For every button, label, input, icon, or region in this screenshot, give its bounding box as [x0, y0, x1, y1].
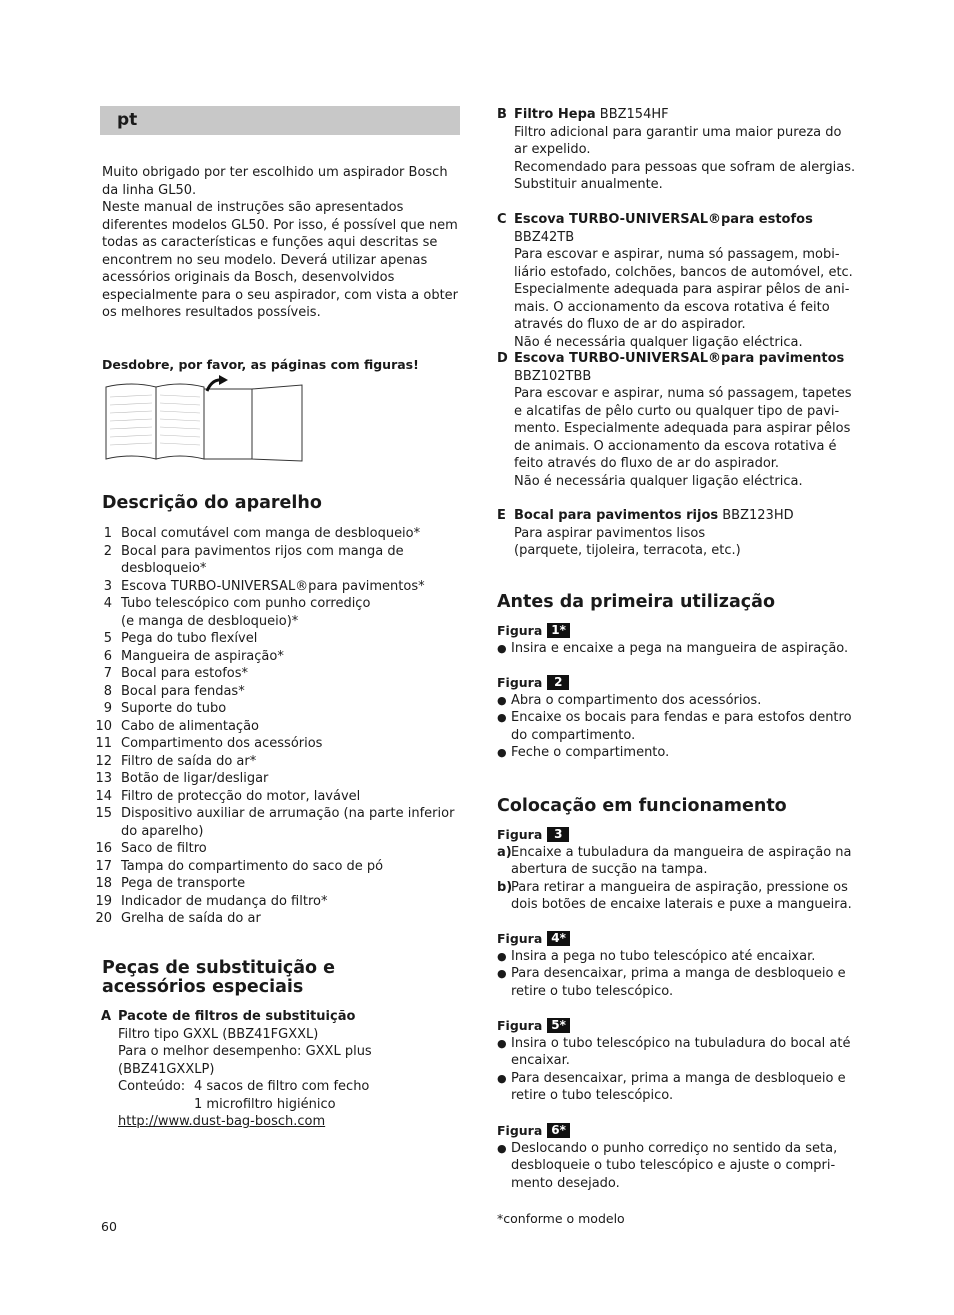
list-item: ● Abra o compartimento dos acessórios.: [497, 692, 762, 708]
list-item: ● Feche o compartimento.: [497, 745, 670, 760]
accessory-code: BBZ154HF: [595, 107, 669, 122]
item-text: Compartimento dos acessórios: [121, 736, 323, 751]
accessory-d: [497, 350, 857, 490]
bullet-icon: ●: [497, 1071, 507, 1085]
accessory-text: Para escovar e aspirar, numa só passagem, mobi- liário estofado, colchões, bancos de automóvel, etc. Especialmente adequada para aspirar pêlos de ani- mais. O accionamento da escova rotativa é feito através do fluxo de ar do aspirador. Não é necessária qualquer ligação eléctrica.: [514, 247, 853, 350]
description-item: [92, 718, 462, 736]
accessory-title: Escova TURBO-UNIVERSAL®para estofos: [514, 212, 813, 227]
footnote: *conforme o modelo: [497, 1211, 625, 1226]
accessory-text: Para aspirar pavimentos lisos (parquete, tijoleira, terracota, etc.): [514, 525, 741, 558]
accessory-letter: C: [497, 212, 507, 227]
item-number: 16: [95, 841, 112, 856]
item-text: Cabo de alimentação: [121, 718, 259, 734]
description-item: [92, 788, 462, 806]
bullet-icon: ●: [497, 967, 507, 980]
figure-number-badge: 6*: [547, 1123, 570, 1138]
bullet-icon: ●: [497, 641, 507, 655]
foldout-pages-illustration: [104, 375, 309, 463]
list-item: ● Para desencaixar, prima a manga de desbloqueio e retire o tubo telescópico.: [497, 966, 846, 999]
bullet-icon: ●: [497, 1036, 507, 1050]
list-item: ● Encaixe os bocais para fendas e para estofos dentro do compartimento.: [497, 710, 852, 743]
figure-number-badge: 4*: [547, 931, 570, 946]
contents-item: 1 microfiltro higiénico: [194, 1096, 336, 1112]
item-number: 17: [95, 858, 112, 874]
item-number: 1: [103, 526, 112, 541]
item-text: Tubo telescópico com punho corrediço (e manga de desbloqueio)*: [121, 596, 371, 629]
accessory-e: [497, 507, 857, 560]
figure-label: Figura: [497, 623, 543, 638]
description-item: [92, 648, 462, 666]
accessory-code: BBZ123HD: [718, 508, 794, 523]
list-item: ● Para desencaixar, prima a manga de desbloqueio e retire o tubo telescópico.: [497, 1070, 846, 1103]
description-item: [92, 630, 462, 648]
accessory-code: BBZ42TB: [514, 229, 575, 245]
item-number: 9: [103, 701, 112, 716]
description-item: [92, 683, 462, 701]
figure-6-block: [497, 1122, 857, 1192]
accessory-letter: D: [497, 351, 508, 366]
description-item: [92, 753, 462, 771]
description-item: [92, 910, 462, 928]
item-text: Bocal para estofos*: [121, 666, 249, 681]
parts-heading: Peças de substituição e acessórios especiais: [102, 958, 336, 997]
figure-label: Figura: [497, 1123, 543, 1138]
dust-bag-link[interactable]: http://www.dust-bag-bosch.com: [118, 1114, 326, 1129]
language-bar: [100, 106, 460, 135]
item-text: Bocal para pavimentos rijos com manga de desbloqueio*: [121, 543, 404, 576]
item-text: Escova TURBO-UNIVERSAL®para pavimentos*: [121, 578, 425, 594]
accessory-letter: A: [101, 1009, 112, 1024]
item-text: Bocal comutável com manga de desbloqueio*: [121, 526, 421, 541]
item-number: 15: [95, 806, 112, 821]
contents-label: Conteúdo:: [118, 1079, 186, 1094]
accessory-title: Escova TURBO-UNIVERSAL®para pavimentos: [514, 351, 845, 366]
item-number: 2: [103, 543, 112, 559]
figure-number-badge: 5*: [547, 1018, 570, 1033]
step-a: a) Encaixe a tubuladura da mangueira de aspiração na abertura de sucção na tampa.: [497, 844, 852, 877]
item-number: 13: [95, 771, 112, 786]
item-number: 18: [95, 876, 112, 891]
accessory-a: [101, 1008, 461, 1131]
accessory-title: Bocal para pavimentos rijos: [514, 508, 719, 523]
intro-text: Muito obrigado por ter escolhido um aspirador Bosch da linha GL50. Neste manual de instruções são apresentados diferentes modelos GL50. Por isso, é possível que nem todas as características e funções aqui descritas se encontrem no seu modelo. Deverá utilizar apenas acessórios originais da Bosch, desenvolvidos especialmente para o seu aspirador, com vista a obter os melhores resultados possíveis.: [102, 165, 459, 320]
accessory-b: [497, 106, 857, 194]
item-number: 4: [103, 596, 112, 611]
item-text: Pega do tubo flexível: [121, 631, 258, 646]
figure-number-badge: 1*: [547, 623, 570, 638]
language-label: pt: [117, 110, 138, 130]
description-item: [92, 595, 462, 630]
description-item: [92, 578, 462, 596]
item-number: 8: [103, 683, 112, 699]
figure-label: Figura: [497, 675, 543, 690]
description-item: [92, 840, 462, 858]
accessory-title: Pacote de filtros de substituição: [118, 1009, 356, 1024]
contents-item: 4 sacos de filtro com fecho: [194, 1079, 370, 1094]
list-item: ● Insira o tubo telescópico na tubuladura do bocal até encaixar.: [497, 1035, 851, 1068]
item-text: Mangueira de aspiração*: [121, 648, 284, 664]
description-item: [92, 805, 462, 840]
accessory-letter: E: [497, 508, 506, 523]
figure-label: Figura: [497, 827, 543, 842]
item-number: 5: [103, 631, 112, 646]
accessory-c: [497, 211, 857, 351]
item-number: 12: [95, 753, 112, 769]
description-item: [92, 893, 462, 911]
item-text: Suporte do tubo: [121, 701, 227, 716]
item-text: Pega de transporte: [121, 876, 246, 891]
item-text: Grelha de saída do ar: [121, 911, 261, 926]
bullet-icon: ●: [497, 693, 507, 707]
item-text: Indicador de mudança do filtro*: [121, 893, 328, 909]
accessory-letter: B: [497, 107, 507, 122]
description-item: [92, 525, 462, 543]
item-text: Botão de ligar/desligar: [121, 771, 269, 786]
description-item: [92, 875, 462, 893]
description-item: [92, 858, 462, 876]
figure-label: Figura: [497, 1018, 543, 1033]
accessory-text: Para escovar e aspirar, numa só passagem, tapetes e alcatifas de pêlo curto ou qualquer tipo de pavi- mento. Especialmente adequada para aspirar pêlos de animais. O accionamento da escova rotativa é feito através do fluxo de ar do aspirador. Não é necessária qualquer ligação eléctrica.: [514, 386, 852, 489]
figure-1-block: [497, 622, 857, 657]
description-item: [92, 543, 462, 578]
accessory-code: BBZ102TBB: [514, 368, 592, 384]
figure-number-badge: 3: [547, 827, 569, 842]
item-number: 20: [95, 911, 112, 926]
description-item: [92, 770, 462, 788]
description-item: [92, 700, 462, 718]
figure-5-block: [497, 1017, 857, 1105]
item-number: 7: [103, 666, 112, 681]
accessory-title: Filtro Hepa: [514, 107, 596, 122]
before-first-use-heading: Antes da primeira utilização: [497, 592, 775, 612]
item-number: 10: [95, 718, 112, 734]
description-item: [92, 735, 462, 753]
list-item: ● Insira e encaixe a pega na mangueira de aspiração.: [497, 640, 849, 656]
operation-heading: Colocação em funcionamento: [497, 796, 787, 816]
item-text: Saco de filtro: [121, 841, 207, 856]
item-text: Tampa do compartimento do saco de pó: [121, 858, 384, 874]
item-number: 11: [95, 736, 112, 751]
item-number: 19: [95, 893, 112, 909]
bullet-icon: ●: [497, 711, 507, 724]
item-text: Filtro de saída do ar*: [121, 753, 257, 769]
unfold-note: Desdobre, por favor, as páginas com figuras!: [102, 357, 419, 372]
figure-label: Figura: [497, 931, 543, 946]
figure-2-block: [497, 674, 857, 762]
figure-number-badge: 2: [547, 675, 569, 690]
page-number: 60: [101, 1219, 117, 1234]
list-item: ● Insira a pega no tubo telescópico até encaixar.: [497, 948, 816, 964]
bullet-icon: ●: [497, 1141, 507, 1155]
item-text: Dispositivo auxiliar de arrumação (na parte inferior do aparelho): [121, 806, 455, 839]
item-number: 3: [103, 578, 112, 594]
accessory-text: Filtro adicional para garantir uma maior pureza do ar expelido. Recomendado para pessoas que sofram de alergias. Substituir anualmente.: [514, 124, 856, 192]
item-number: 14: [95, 788, 112, 804]
accessory-text: Filtro tipo GXXL (BBZ41FGXXL) Para o melhor desempenho: GXXL plus (BBZ41GXXLP): [118, 1026, 372, 1077]
step-b: b) Para retirar a mangueira de aspiração, pressione os dois botões de encaixe laterais e puxe a mangueira.: [497, 879, 852, 912]
item-text: Bocal para fendas*: [121, 683, 245, 699]
bullet-icon: ●: [497, 949, 507, 963]
description-list: [92, 525, 462, 928]
figure-3-block: [497, 826, 857, 914]
item-number: 6: [103, 648, 112, 664]
bullet-icon: ●: [497, 746, 507, 759]
description-heading: Descrição do aparelho: [102, 493, 322, 513]
item-text: Filtro de protecção do motor, lavável: [121, 788, 361, 804]
figure-4-block: [497, 930, 857, 1000]
description-item: [92, 665, 462, 683]
list-item: ● Deslocando o punho corrediço no sentido da seta, desbloqueie o tubo telescópico e ajuste o compri- mento desejado.: [497, 1140, 838, 1191]
